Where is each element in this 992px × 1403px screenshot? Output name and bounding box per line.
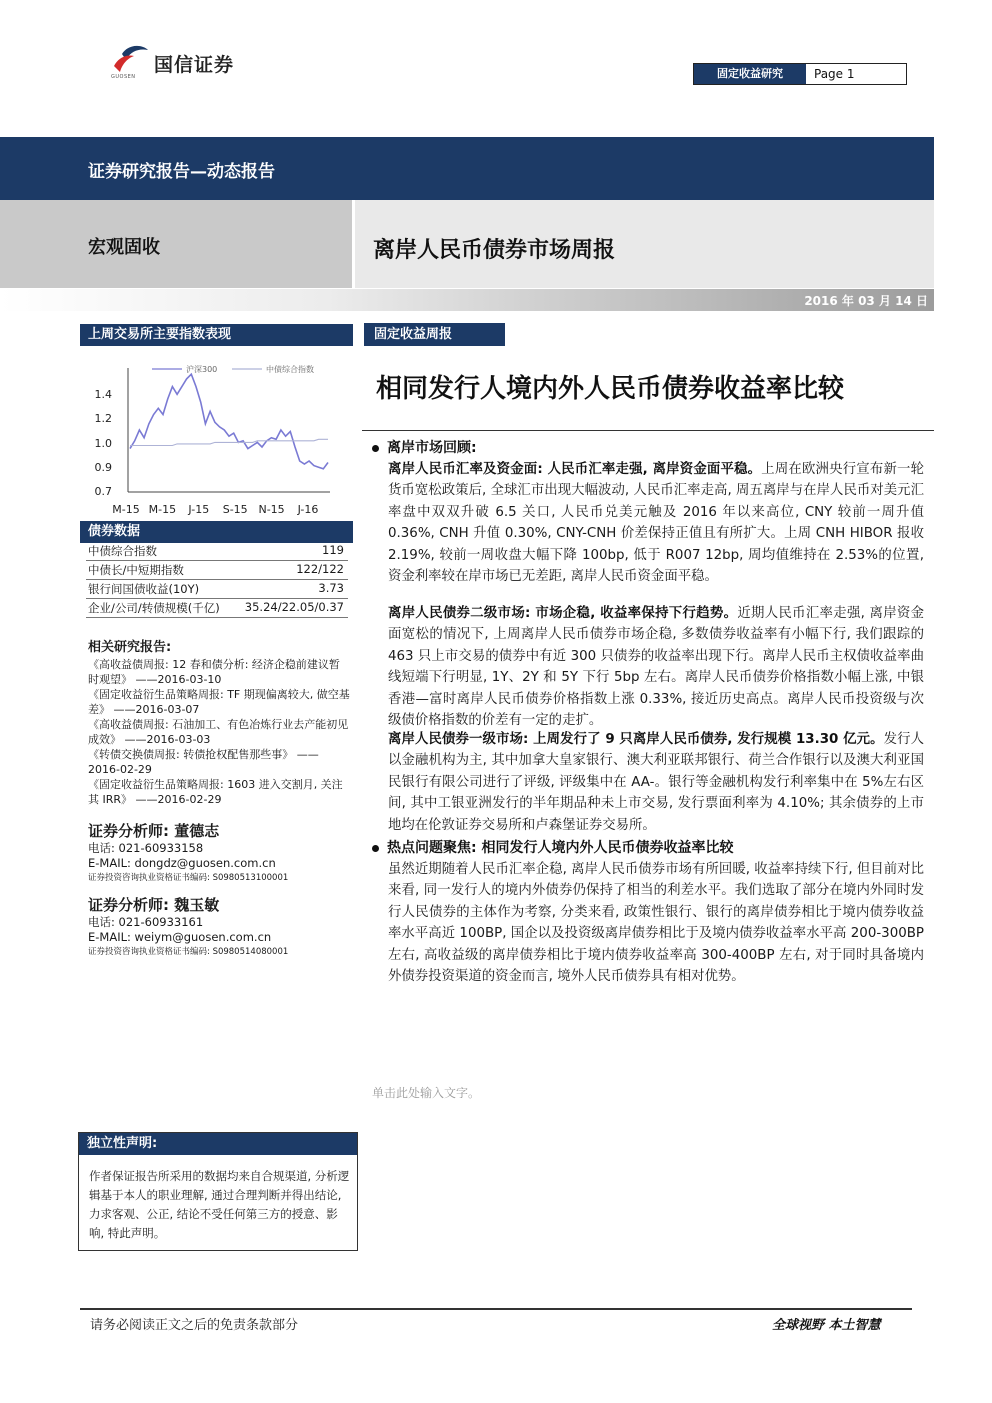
bullet-heading-text: 离岸市场回顾: [387,440,477,456]
series-line [130,374,328,469]
date-band [0,289,934,311]
related-reports [88,640,350,807]
paragraph-body: 上周在欧洲央行宣布新一轮货币宽松政策后, 全球汇市出现大幅波动, 人民币汇率走高, 周五离岸与在岸人民币对美元汇率盘中双双升破 6.5 关口, 人民币兑美元触及 2016 年以来高位, CNY 较前一周升值 0.36%, CNH 升值 0.30%, CNY-CNH 价差保持正值且有所扩大。上周 CNH HIBOR 报收 2.19%, 较前一周收盘大幅下降 100bp, 低于 R007 12bp, 周均值维持在 2.53%的位置, 资金利率较在岸市场已无差距, 离岸人民币资金面平稳。 [388,462,925,585]
legend-label: 中债综合指数 [266,365,314,374]
related-report-item[interactable]: 《固定收益衍生品策略周报: TF 期现偏离较大, 做空基差》 ——2016-03-07 [88,688,350,716]
x-tick-label: N-15 [258,503,285,516]
x-tick-label: J-16 [297,503,319,516]
headline-divider [362,430,934,431]
title-band [355,200,934,288]
row-label: 银行间国债收益(10Y) [88,582,200,596]
analyst-1 [88,824,350,886]
y-tick-label: 0.7 [94,485,112,498]
analyst-email[interactable]: E-MAIL: dongdz@guosen.com.cn [88,856,276,870]
y-tick-label: 1.2 [94,412,112,425]
report-type: 证券研究报告—动态报告 [88,162,275,182]
header-tag [693,63,907,85]
report-title: 离岸人民币债券市场周报 [373,238,616,263]
table-row [86,561,348,580]
guosen-logo-icon [108,44,152,76]
related-report-item[interactable]: 《高收益债周报: 12 春和债分析: 经济企稳前建议暂时观望》 ——2016-03-10 [88,658,340,686]
footer-slogan: 全球视野 本土智慧 [772,1318,881,1333]
bullet-heading-2 [372,837,733,857]
analyst-name: 证券分析师: 魏玉敏 [88,896,220,914]
analyst-phone: 电话: 021-60933161 [88,915,204,929]
independence-title: 独立性声明: [79,1133,357,1155]
legend-label: 沪深300 [186,365,218,374]
footer-disclaimer: 请务必阅读正文之后的免责条款部分 [90,1318,299,1333]
table-row [86,599,348,618]
paragraph-body: 近期人民币汇率走强, 离岸资金面宽松的情况下, 上周离岸人民币债券市场企稳, 多数债券收益率有小幅下行, 我们跟踪的 463 只上市交易的债券中有近 300 只债券的收益率出现下行。离岸人民币主权债收益率曲线短端下行明显, 1Y、2Y 和 5Y 下行 5bp 左右。离岸人民币债券价格指数小幅上涨, 中银香港—富时离岸人民币债券价格指数上涨 0.33%, 接近历史高点。离岸人民币投资级与次级债价格指数的价差有一定的走扩。 [388,606,925,729]
y-tick-label: 0.9 [94,461,112,474]
paragraph-body: 发行人以金融机构为主, 其中加拿大皇家银行、澳大利亚联邦银行、荷兰合作银行以及澳大利亚国民银行有限公司进行了评级, 评级集中在 AA-。银行等金融机构发行利率集中在 5%左右区间, 其中工银亚洲发行的半年期品种未上市交易, 发行票面利率为 4.10%; 其余债券的上市地均在伦敦证券交易所和卢森堡证券交易所。 [388,732,924,833]
paragraph-fx [388,459,924,587]
analyst-cert: 证券投资咨询执业资格证书编码: S0980514080001 [88,947,289,957]
independence-text: 作者保证报告所采用的数据均来自合规渠道, 分析逻辑基于本人的职业理解, 通过合理判断并得出结论, 力求客观、公正, 结论不受任何第三方的授意、影响, 特此声明。 [89,1169,350,1240]
bond-section-header: 债券数据 [80,521,353,543]
brand-name: 国信证券 [154,54,235,76]
paragraph-focus [388,859,924,987]
report-tag: 固定收益周报 [364,323,505,346]
bullet-icon [372,445,379,452]
row-value: 3.73 [318,581,344,595]
x-tick-label: M-15 [148,503,177,516]
paragraph-primary [388,729,924,836]
text-placeholder[interactable]: 单击此处输入文字。 [372,1086,481,1100]
analyst-2 [88,898,350,960]
analyst-phone: 电话: 021-60933158 [88,841,204,855]
related-report-item[interactable]: 《高收益债周报: 石油加工、有色冶炼行业去产能初见成效》 ——2016-03-03 [88,718,349,746]
row-label: 企业/公司/转债规模(千亿) [88,601,220,615]
analyst-cert: 证券投资咨询执业资格证书编码: S0980513100001 [88,873,289,883]
series-line [130,439,328,445]
related-report-item[interactable]: 《转债交换债周报: 转债抢权配售那些事》 ——2016-02-29 [88,748,319,776]
paragraph-lead: 离岸人民币汇率及资金面: 人民币汇率走强, 离岸资金面平稳。 [388,462,762,477]
x-tick-label: S-15 [222,503,248,516]
paragraph-secondary [388,603,924,731]
index-chart [80,352,353,518]
table-row [86,542,348,561]
row-value: 35.24/22.05/0.37 [244,600,344,614]
row-label: 中债长/中短期指数 [88,563,184,577]
brand-sub: GUOSEN [111,74,136,80]
report-type-banner [0,137,934,200]
x-tick-label: J-15 [188,503,210,516]
bond-data-table [86,542,348,618]
row-value: 122/122 [296,562,344,576]
company-logo [108,44,235,80]
independence-box [78,1132,358,1251]
paragraph-lead: 离岸人民债券一级市场: 上周发行了 9 只离岸人民币债券, 发行规模 13.30 亿元。 [388,732,884,747]
y-tick-label: 1.0 [94,437,112,450]
row-label: 中债综合指数 [88,544,157,558]
related-report-item[interactable]: 《固定收益衍生品策略周报: 1603 进入交割月, 关注其 IRR》 ——2016-02-29 [88,778,343,806]
y-tick-label: 1.4 [94,388,112,401]
index-section-header: 上周交易所主要指数表现 [80,324,353,346]
paragraph-lead: 离岸人民债券二级市场: 市场企稳, 收益率保持下行趋势。 [388,606,738,621]
analyst-email[interactable]: E-MAIL: weiym@guosen.com.cn [88,930,272,944]
section-band [0,200,352,288]
footer-divider [80,1308,912,1310]
index-chart-svg [80,352,353,518]
table-row [86,580,348,599]
report-date: 2016 年 03 月 14 日 [804,294,928,308]
row-value: 119 [322,543,344,557]
analyst-name: 证券分析师: 董德志 [88,822,220,840]
paragraph-body: 虽然近期随着人民币汇率企稳, 离岸人民币债券市场有所回暖, 收益率持续下行, 但目前对比来看, 同一发行人的境内外债券仍保持了相当的利差水平。我们选取了部分在境内外同时发行人民债券的主体作为考察, 分类来看, 政策性银行、银行的离岸债券相比于境内债券收益率水平高近 100BP, 国企以及投资级离岸债券相比于及境内债券收益率水平高 200-300BP 左右, 高收益级的离岸债券相比于境内债券收益率高 300-400BP 左右, 对于同时具备境内外债券投资渠道的资金而言, 境外人民币债券具有相对优势。 [388,862,924,985]
bullet-heading-1 [372,437,477,457]
header-category: 固定收益研究 [694,64,806,84]
headline: 相同发行人境内外人民币债券收益率比较 [376,374,845,404]
bullet-icon [372,845,379,852]
bullet-heading-text: 热点问题聚焦: 相同发行人境内外人民币债券收益率比较 [387,840,734,856]
section-name: 宏观固收 [88,237,160,258]
x-tick-label: M-15 [112,503,140,516]
page-number: Page 1 [814,67,855,81]
related-title: 相关研究报告: [88,640,172,655]
